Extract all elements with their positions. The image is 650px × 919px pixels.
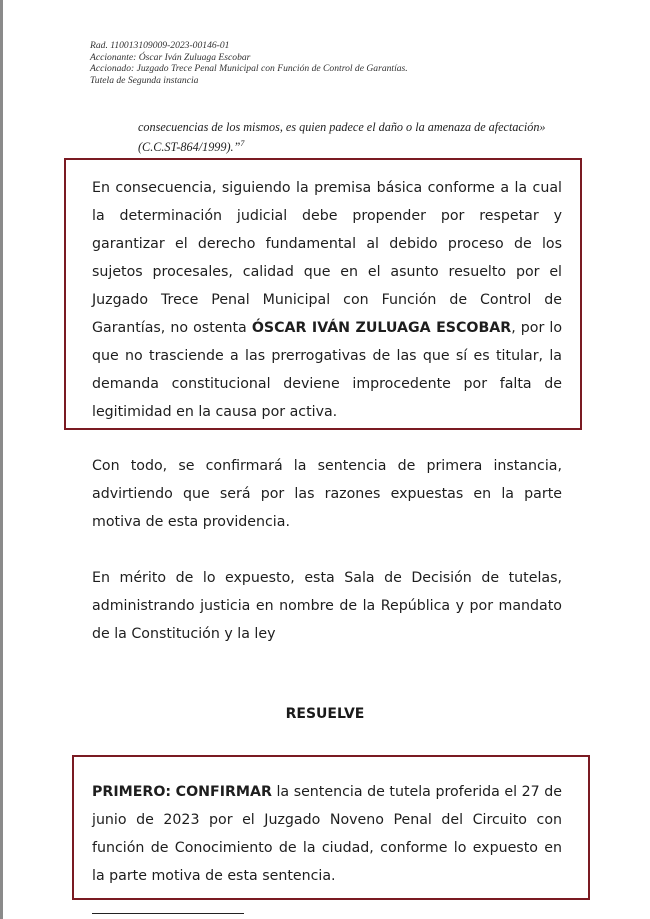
header-instance: Tutela de Segunda instancia [90, 74, 199, 86]
header-defendant: Accionado: Juzgado Trece Penal Municipal con Función de Control de Garantías. [90, 63, 408, 74]
resuelve-heading: RESUELVE [285, 706, 365, 722]
paragraph-consecuencia [92, 174, 562, 426]
plaintiff-name: ÓSCAR IVÁN ZULUAGA ESCOBAR [251, 320, 512, 336]
paragraph-con-todo: Con todo, se confirmará la sentencia de primera instancia, advirtiendo que será por las razones expuestas en la parte motiva de esta providencia. [92, 458, 562, 530]
paragraph-primero [92, 778, 562, 890]
paragraph1-text-b: , por lo que no trasciende a las prerrogativas de las que sí es titular, la demanda constitucional deviene improcedente por falta de legitimidad en la causa por activa. [92, 320, 562, 420]
header-case-number: Rad. 110013109009-2023-00146-01 [90, 40, 230, 51]
header-plaintiff: Accionante: Óscar Iván Zuluaga Escobar [90, 51, 251, 63]
paragraph1-text-a: En consecuencia, siguiendo la premisa básica conforme a la cual la determinación judicial debe propender por respetar y garantizar el derecho fundamental al debido proceso de los sujetos procesales, calidad que en el asunto resuelto por el Juzgado Trece Penal Municipal con Función de Control de Garantías, no ostenta [92, 180, 562, 336]
paragraph-en-merito: En mérito de lo expuesto, esta Sala de Decisión de tutelas, administrando justicia en nombre de la República y por mandato de la Constitución y la ley [92, 570, 562, 642]
page-left-edge [0, 0, 3, 919]
document-header [90, 40, 408, 86]
quote-text: consecuencias de los mismos, es quien padece el daño o la amenaza de afectación» (C.C.ST-864/1999).” [138, 120, 546, 154]
quoted-citation [138, 120, 578, 155]
primero-label: PRIMERO: [92, 784, 172, 800]
footnote-reference: 7 [240, 138, 245, 148]
footnote-separator [92, 913, 244, 914]
primero-verb: CONFIRMAR [175, 784, 272, 800]
primero-text: la sentencia de tutela proferida el 27 de junio de 2023 por el Juzgado Noveno Penal del Circuito con función de Conocimiento de la ciudad, conforme lo expuesto en la parte motiva de esta sentencia. [92, 784, 563, 884]
